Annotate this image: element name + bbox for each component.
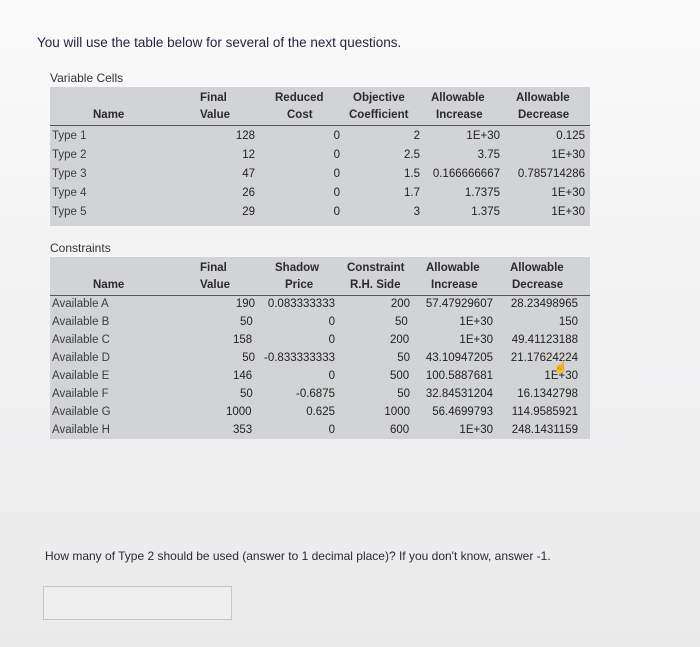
- header-allowable-dec: Allowable: [510, 262, 564, 274]
- header-increase: Increase: [431, 279, 478, 291]
- mouse-cursor-icon: ☝: [553, 360, 568, 374]
- header-final: Final: [200, 262, 227, 274]
- table-row: Available A 190 0.083333333 200 57.47929607 28.23498965: [52, 298, 578, 310]
- table-row: Available F 50 -0.6875 50 32.84531204 16.1342798: [52, 388, 578, 400]
- table-row: Available G 1000 0.625 1000 56.4699793 114.9585921: [52, 406, 578, 418]
- header-constraint: Constraint: [347, 262, 405, 274]
- header-decrease: Decrease: [512, 279, 564, 291]
- header-value: Value: [200, 279, 231, 291]
- header-final: Final: [200, 92, 227, 104]
- table-row: Available D 50 -0.833333333 50 43.10947205 21.17624224: [52, 352, 578, 364]
- table-row: Type 3 47 0 1.5 0.166666667 0.785714286: [52, 168, 585, 180]
- table-row: Available E 146 0 500 100.5887681 1E+30: [52, 370, 578, 382]
- variable-cells-table: [50, 87, 590, 226]
- table-row: Type 5 29 0 3 1.375 1E+30: [52, 206, 585, 218]
- header-increase: Increase: [436, 109, 483, 121]
- header-divider: [50, 295, 590, 296]
- table-row: Type 2 12 0 2.5 3.75 1E+30: [52, 149, 585, 161]
- page-heading: You will use the table below for several of the next questions.: [37, 35, 402, 50]
- answer-input[interactable]: [43, 586, 232, 620]
- constraints-table: [50, 257, 590, 439]
- question-text: How many of Type 2 should be used (answer to 1 decimal place)? If you don't know, answer -1.: [45, 549, 551, 563]
- table-row: Available H 353 0 600 1E+30 248.1431159: [52, 424, 578, 436]
- header-name: Name: [93, 109, 125, 121]
- table-row: Type 1 128 0 2 1E+30 0.125: [52, 130, 585, 142]
- variable-cells-label: Variable Cells: [50, 71, 124, 85]
- table-row: Available C 158 0 200 1E+30 49.41123188: [52, 334, 578, 346]
- header-allowable-dec: Allowable: [516, 92, 570, 104]
- header-divider: [50, 125, 590, 126]
- header-objective: Objective: [353, 92, 405, 104]
- header-cost: Cost: [287, 109, 313, 121]
- header-allowable-inc: Allowable: [431, 92, 485, 104]
- table-row: Available B 50 0 50 1E+30 150: [52, 316, 578, 328]
- header-price: Price: [285, 279, 314, 291]
- header-allowable-inc: Allowable: [426, 262, 480, 274]
- table-row: Type 4 26 0 1.7 1.7375 1E+30: [52, 187, 585, 199]
- header-coefficient: Coefficient: [349, 109, 409, 121]
- header-name: Name: [93, 279, 125, 291]
- header-decrease: Decrease: [518, 109, 570, 121]
- header-shadow: Shadow: [275, 262, 320, 274]
- header-value: Value: [200, 109, 231, 121]
- header-rhs: R.H. Side: [350, 279, 401, 291]
- constraints-label: Constraints: [50, 241, 111, 255]
- header-reduced: Reduced: [275, 92, 324, 104]
